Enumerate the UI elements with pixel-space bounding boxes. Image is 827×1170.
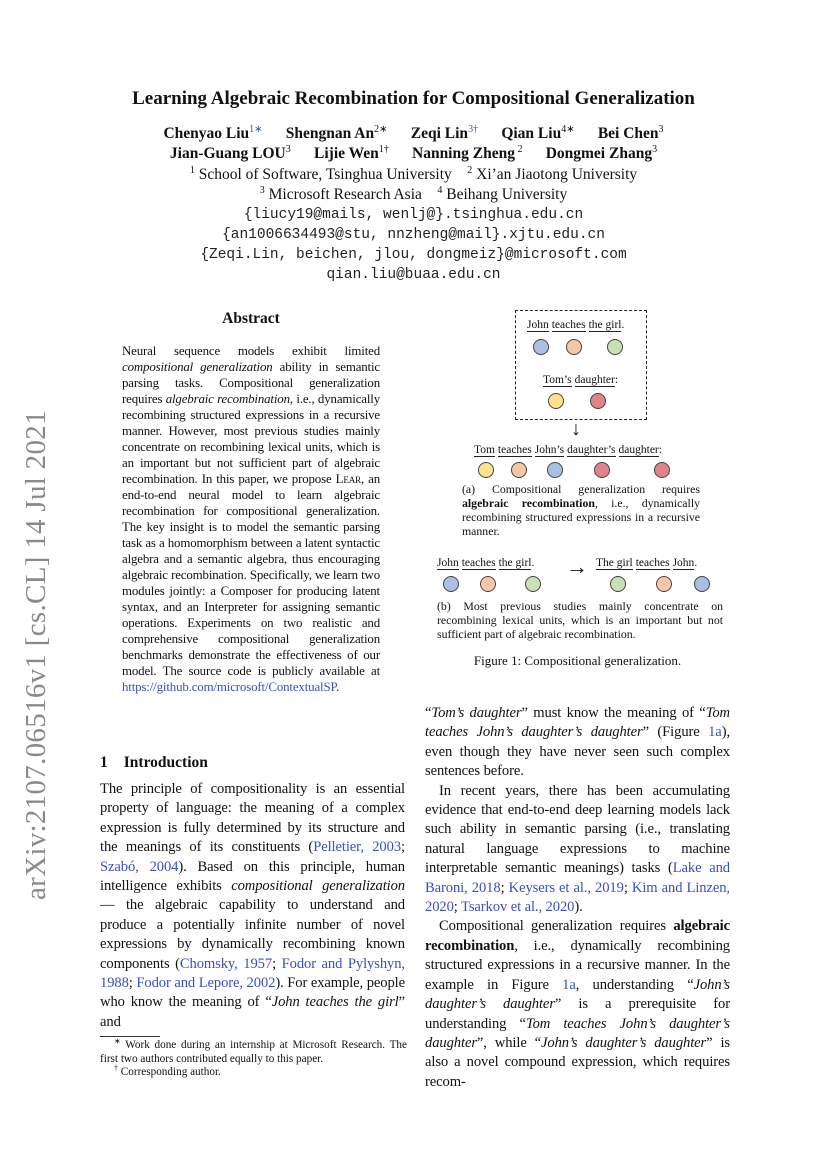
phrase-the-girl-teaches-john — [596, 557, 697, 570]
text-span: ” must know the meaning of “ — [521, 705, 706, 721]
punct: . — [694, 557, 698, 569]
author: Bei Chen$^3$ — [597, 123, 664, 142]
word: teaches — [497, 444, 532, 456]
citation-link[interactable]: Fodor and Pylyshyn, 1988 — [100, 955, 405, 992]
circle-john — [533, 339, 549, 355]
caption-b — [437, 599, 723, 641]
word: daughter — [618, 444, 659, 456]
circle-tom — [548, 393, 564, 409]
author-affil-mark: 4∗ — [561, 123, 575, 135]
word: the girl — [588, 319, 622, 331]
paragraph — [100, 1063, 407, 1080]
text-span: ∗ — [114, 1036, 121, 1046]
word: John — [672, 557, 695, 569]
text-span: , i.e., dynamically recombining structured expressions in a recursive manner. However, most previous studies mainly concentrate on recombining lexical units, which is an important but not sufficient part of algebraic recombination. In this paper, we propose — [122, 392, 380, 486]
word: daughter’s — [567, 444, 616, 456]
text-span: ; — [500, 879, 509, 896]
text-span: ; — [401, 839, 405, 856]
author: Nanning Zheng $^2$ — [412, 143, 523, 162]
abstract-body — [122, 343, 380, 695]
punct: : — [614, 374, 619, 386]
text-span: ; — [272, 955, 282, 972]
footnote-rule — [100, 1036, 160, 1037]
text-span: ; — [623, 879, 632, 896]
text-span: ability in semantic parsing tasks. Compositional generalization requires — [122, 360, 380, 406]
word: Tom — [474, 444, 495, 456]
text-span: Tom’s daughter — [431, 705, 522, 721]
text-span: , an end-to-end neural model to learn algebraic recombination for compositional generalization. The key insight is to model the semantic parsing task as a homomorphism between a latent syntactic algebra and a semantic algebra, thus encouraging algebraic recombination. Specifically, we learn two modules jointly: a Composer for producing latent syntax, and an Interpreter for assigning semantic operations. Experiments on two realistic and comprehensive compositional generalization benchmarks demonstrate the effectiveness of our model. The source code is publicly available at — [122, 472, 380, 678]
text-span: Work done during an internship at Microsoft Research. The first two authors contributed equally to this paper. — [100, 1039, 407, 1065]
section-heading — [100, 754, 224, 772]
footnotes — [100, 1036, 407, 1080]
paragraph — [100, 1036, 407, 1066]
arrow-right-icon: → — [566, 554, 588, 579]
author: Jian-Guang LOU$^3$ — [169, 143, 291, 162]
affiliation: Beihang University — [446, 186, 568, 203]
word: teaches — [635, 557, 670, 569]
citation-link[interactable]: Tsarkov et al., 2020 — [461, 899, 575, 916]
circle-the-girl — [525, 576, 541, 592]
text-span: ” is also a novel compound expression, which requires recom- — [425, 1034, 730, 1090]
text-span: Neural sequence models exhibit limited — [122, 344, 380, 358]
text-span: Tom teaches John’s daughter’s daughter — [425, 1015, 731, 1051]
author-list — [0, 124, 827, 164]
section-number: 1 — [100, 754, 108, 771]
citation-link[interactable]: Chomsky, 1957 — [179, 955, 273, 972]
citation-link[interactable]: Fodor and Lepore, 2002 — [136, 975, 276, 992]
text-span: ; — [128, 975, 137, 992]
affil-sup: 3 — [259, 184, 265, 196]
text-span: ”, while “ — [476, 1034, 542, 1051]
arxiv-identifier: arXiv:2107.06516v1 [cs.CL] 14 Jul 2021 — [20, 410, 52, 900]
circle-teaches — [480, 576, 496, 592]
paragraph — [425, 704, 730, 782]
text-span: The principle of compositionality is an essential property of language: the meaning of a complex expression is fully determined by its structure and the meanings of its constituents ( — [100, 781, 405, 856]
author-affil-mark: 2∗ — [374, 123, 388, 135]
paragraph — [100, 780, 405, 1032]
author: Qian Liu$^{4∗}$ — [501, 123, 575, 142]
word: daughter — [574, 374, 615, 386]
punct: . — [621, 319, 625, 331]
email-line: {liucy19@mails, wenlj@}.tsinghua.edu.cn — [243, 207, 584, 223]
affiliations — [0, 165, 827, 205]
citation-link[interactable]: 1a — [562, 976, 576, 993]
word: teaches — [551, 319, 586, 331]
author-affil-mark[interactable]: 3† — [468, 123, 479, 135]
citation-link[interactable]: Szabó, 2004 — [100, 858, 179, 875]
punct: . — [531, 557, 535, 569]
text-span: Tom teaches John’s daughter’s daughter — [425, 705, 730, 741]
text-span: compositional generalization — [122, 360, 273, 374]
word: John’s — [534, 444, 565, 456]
text-span: ” is a prerequisite for understanding “ — [425, 996, 731, 1032]
text-span: (b) Most previous studies mainly concentrate on recombining lexical units, which is an important but not sufficient part of algebraic recombination. — [437, 599, 723, 641]
text-span: , i.e., dynamically recombining structured expressions in a recursive manner. — [462, 496, 700, 538]
text-span: In recent years, there has been accumulating evidence that end-to-end deep learning models lack such ability in semantic parsing (i.e., translating natural language expressions to machine interpretable semantic meanings) tasks ( — [425, 782, 730, 877]
author-affil-mark[interactable]: 1∗ — [249, 123, 263, 135]
text-span: compositional generalization — [231, 878, 405, 895]
citation-link[interactable]: Lake and Baroni, 2018 — [425, 860, 730, 896]
text-span: John’s daughter’s daughter — [425, 976, 731, 1013]
text-span: John’s daughter’s daughter — [541, 1034, 707, 1051]
author-affil-mark: 2 — [514, 143, 523, 155]
paper-title: Learning Algebraic Recombination for Compositional Generalization — [132, 88, 695, 109]
text-span: † — [114, 1063, 118, 1073]
caption-a — [462, 482, 700, 538]
phrase-tom-teaches-johns-daughters-daughter — [474, 444, 662, 457]
word: John — [437, 557, 459, 569]
author-line-2 — [0, 144, 827, 164]
affiliation: Xi’an Jiaotong University — [476, 166, 638, 183]
circle-teaches — [656, 576, 672, 592]
phrase-toms-daughter — [543, 374, 618, 387]
email-line: qian.liu@buaa.edu.cn — [326, 267, 501, 283]
word: the girl — [498, 557, 532, 569]
text-span: . — [336, 680, 340, 694]
circle-john — [443, 576, 459, 592]
circle-the-girl — [610, 576, 626, 592]
email-line: {an1006634493@stu, nnzheng@mail}.xjtu.edu.cn — [222, 227, 605, 243]
section-title: Introduction — [123, 754, 208, 771]
text-span: — the algebraic capability to understand and produce a potentially infinite number of novel expressions by dynamically recombining known components ( — [100, 897, 405, 972]
author: Dongmei Zhang$^3$ — [545, 143, 658, 162]
emails — [0, 205, 827, 285]
punct: : — [658, 444, 662, 456]
right-column-text — [425, 704, 730, 1092]
phrase-john-teaches-the-girl — [527, 319, 624, 332]
text-span: , understanding “ — [575, 976, 694, 993]
word: The girl — [596, 557, 633, 569]
text-span: algebraic recombination — [425, 918, 730, 954]
text-span: ” (Figure — [642, 724, 709, 741]
author: Chenyao Liu$^{1∗}$ — [163, 123, 263, 142]
circle-tom — [478, 462, 494, 478]
circle-teaches — [566, 339, 582, 355]
text-span: , i.e., dynamically recombining structured expressions in a recursive manner. In the example in Figure — [425, 937, 730, 993]
citation-link[interactable]: Pelletier, 2003 — [313, 839, 402, 856]
author: Lijie Wen$^{1\dagger}$ — [314, 143, 389, 162]
text-span: ” and — [100, 994, 405, 1030]
word: Tom’s — [543, 374, 572, 386]
text-span: Compositional generalization requires — [439, 918, 674, 935]
affil-sup: 4 — [437, 184, 443, 196]
paragraph — [425, 782, 730, 918]
intro-text — [100, 780, 405, 1032]
circle-daughter — [590, 393, 606, 409]
circle-teaches — [511, 462, 527, 478]
word: John — [527, 319, 549, 331]
word: teaches — [461, 557, 496, 569]
author-affil-mark: 3 — [285, 143, 291, 155]
text-span: ; — [453, 899, 462, 916]
citation-link[interactable]: 1a — [708, 724, 722, 741]
affiliation: Microsoft Research Asia — [268, 186, 422, 203]
affil-sup: 1 — [189, 164, 195, 176]
author: Zeqi Lin$^{3\dagger}$ — [410, 123, 479, 142]
circle-daughter — [594, 462, 610, 478]
author-affil-mark: 3 — [652, 143, 658, 155]
paragraph — [122, 343, 380, 695]
arrow-down-icon: ↓ — [571, 418, 581, 440]
affiliation: School of Software, Tsinghua University — [198, 166, 452, 183]
citation-link[interactable]: Keysers et al., 2019 — [508, 879, 624, 896]
text-span: algebraic recombination — [165, 392, 290, 406]
text-span: “ — [425, 705, 432, 721]
author-line-1 — [0, 124, 827, 144]
text-span: Corresponding author. — [118, 1066, 221, 1079]
text-span: algebraic recombination — [462, 496, 595, 510]
phrase-john-teaches-the-girl — [437, 557, 534, 570]
text-span: ), even though they have never seen such complex sentences before. — [425, 724, 730, 780]
text-span: John teaches the girl — [271, 994, 399, 1011]
circle-daughter — [654, 462, 670, 478]
author-affil-mark: 3 — [658, 123, 664, 135]
author: Shengnan $An^{2∗}$ — [285, 123, 388, 142]
text-span: (a) Compositional generalization requires — [462, 482, 700, 496]
figure-caption: Figure 1: Compositional generalization. — [473, 653, 682, 668]
circle-john — [547, 462, 563, 478]
abstract-heading: Abstract — [222, 310, 280, 327]
citation-link[interactable]: https://github.com/microsoft/ContextualSP — [122, 680, 337, 694]
email-line: {Zeqi.Lin, beichen, jlou, dongmeiz}@microsoft.com — [200, 247, 627, 263]
citation-link[interactable]: Kim and Linzen, 2020 — [425, 879, 730, 916]
affil-sup: 2 — [467, 164, 473, 176]
circle-john — [694, 576, 710, 592]
text-span: ). Based on this principle, human intelligence exhibits — [100, 858, 405, 895]
paragraph — [425, 917, 730, 1092]
text-span: ). For example, people who know the meaning of “ — [100, 975, 405, 1011]
author-affil-mark: 1† — [378, 143, 389, 155]
text-span: ). — [574, 899, 583, 916]
text-span: Lear — [335, 472, 361, 486]
circle-the-girl — [607, 339, 623, 355]
